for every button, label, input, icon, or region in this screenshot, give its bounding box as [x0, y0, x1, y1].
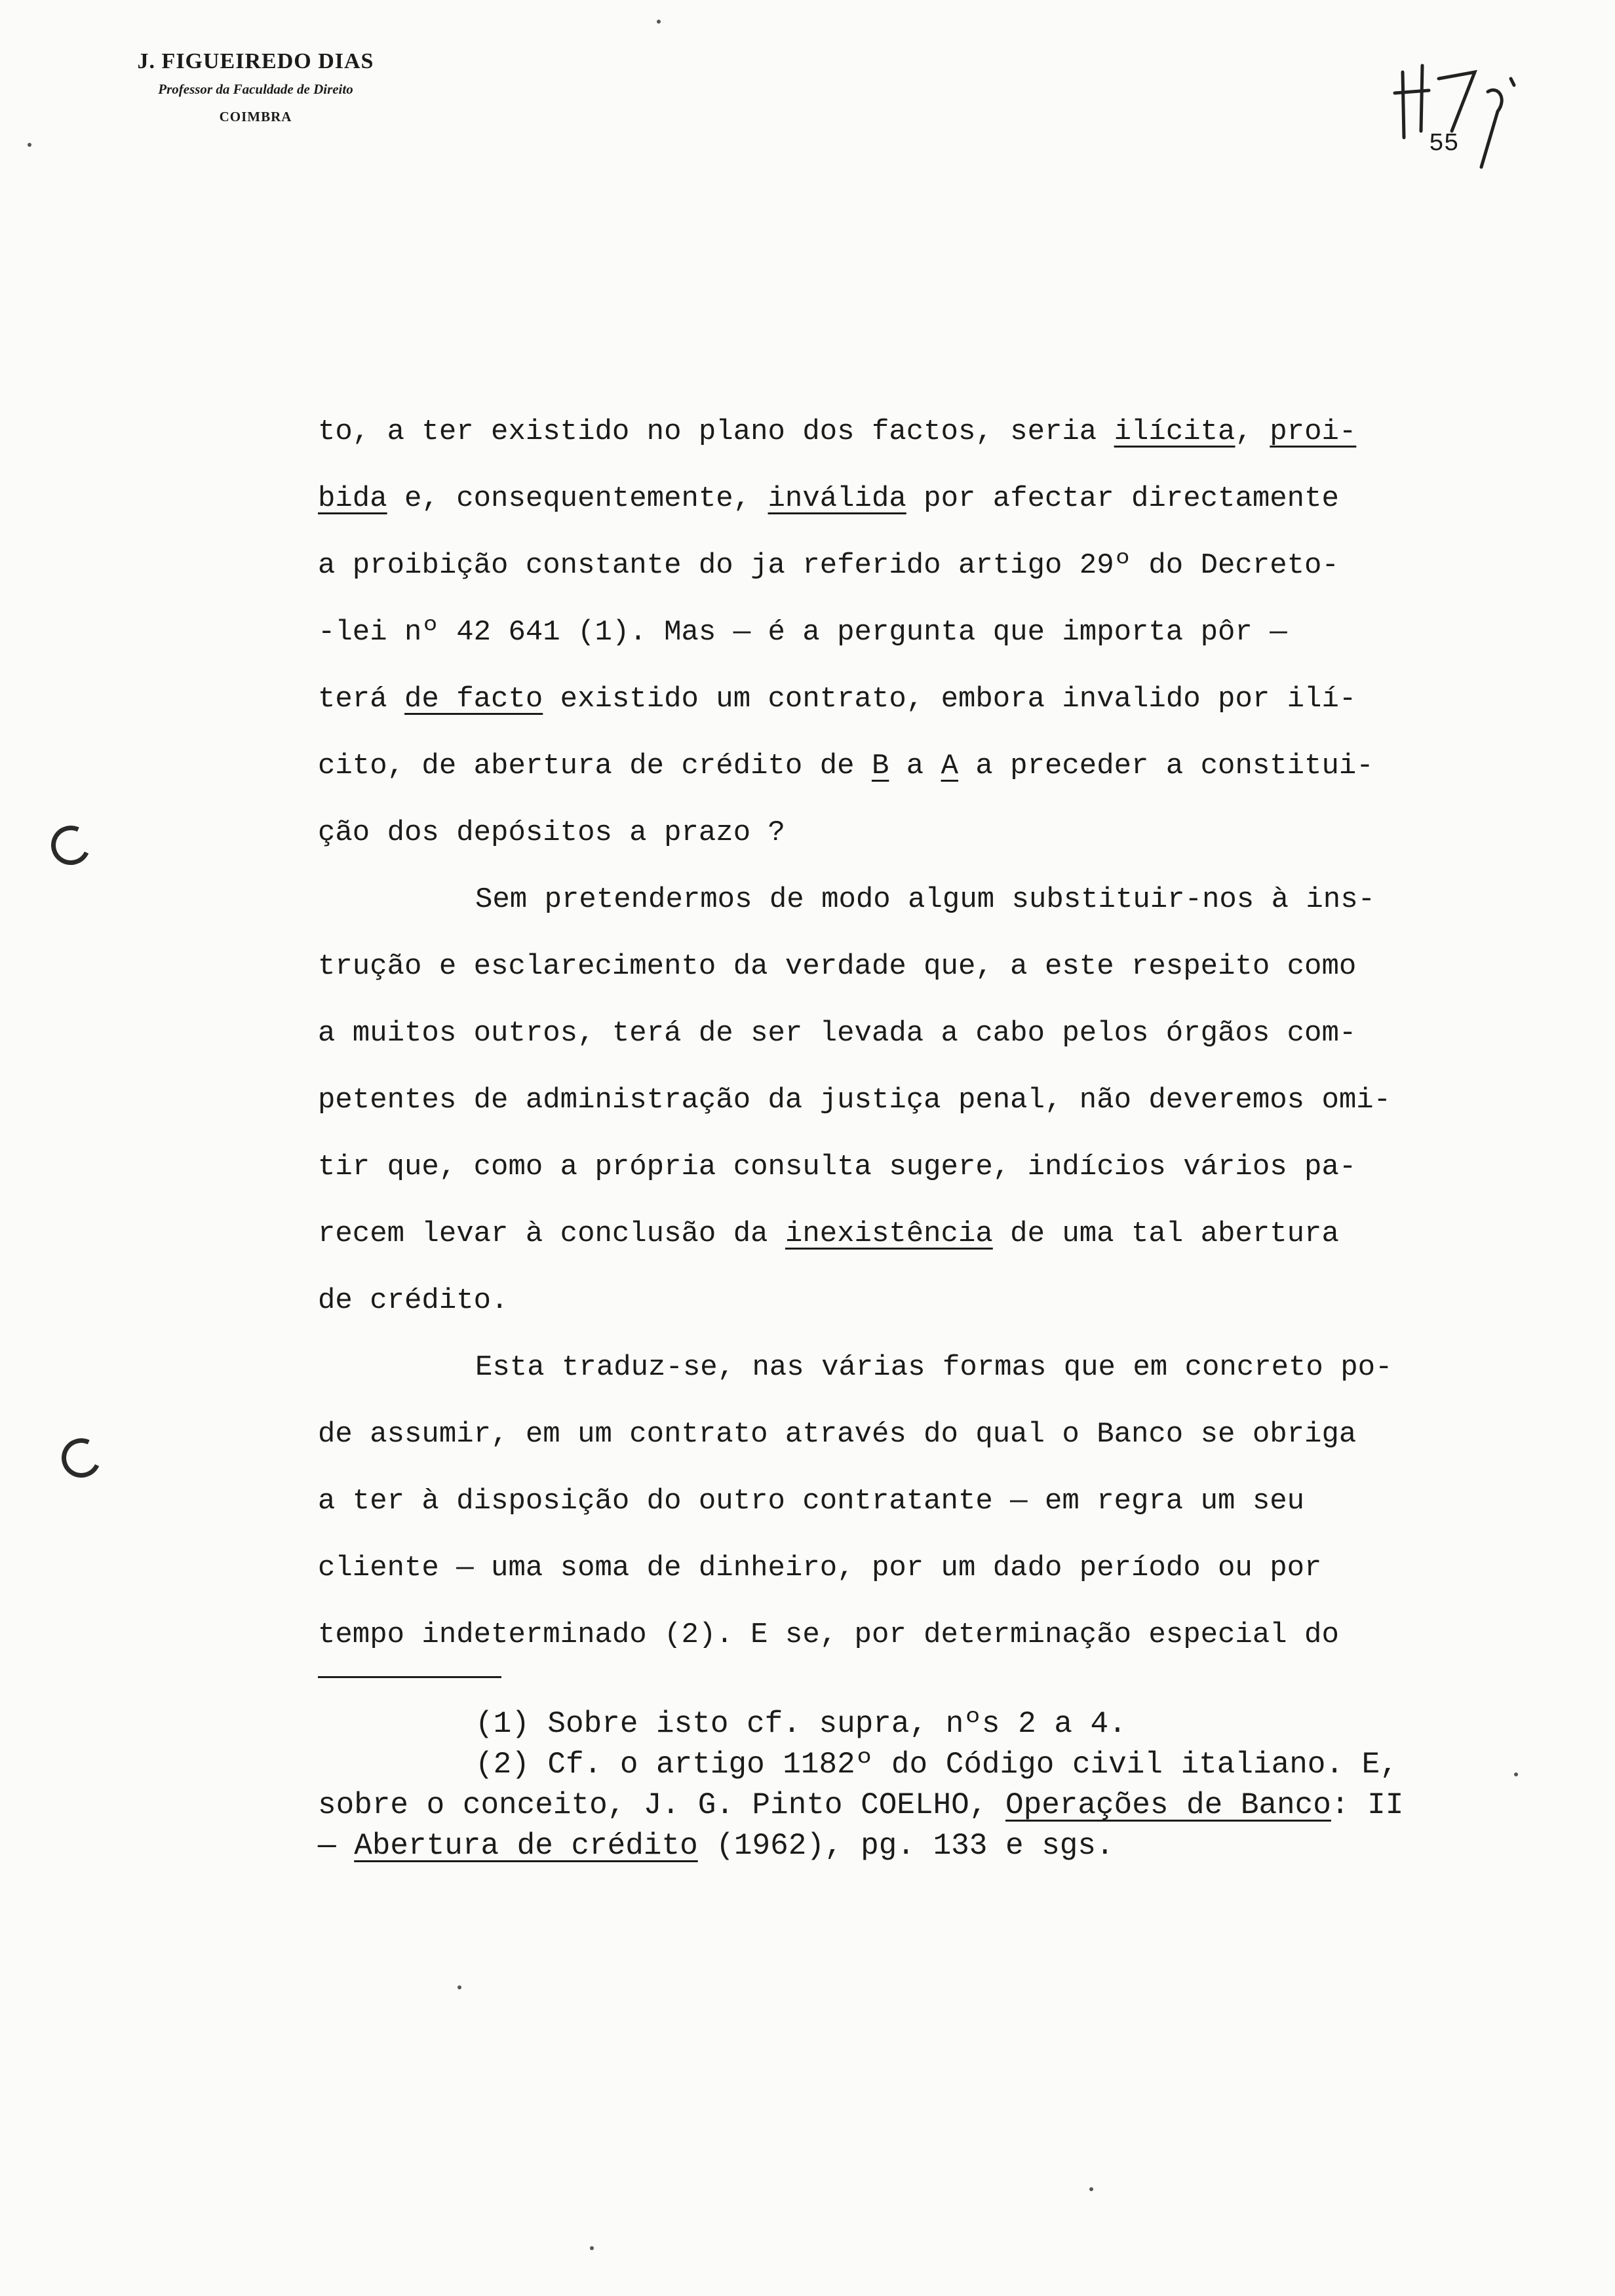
footnotes: [318, 1704, 1504, 1866]
footnote-line: [318, 1826, 1504, 1866]
underlined-text: inválida: [768, 482, 906, 515]
text-run: terá: [318, 683, 405, 716]
body-line: [318, 1401, 1504, 1468]
page-number: 55: [1429, 130, 1459, 158]
text-run: —: [318, 1829, 355, 1863]
text-run: recem levar à conclusão da: [318, 1217, 785, 1250]
text-run: -lei nº 42 641 (1). Mas — é a pergunta que importa pôr —: [318, 616, 1287, 649]
speck: [457, 1985, 461, 1989]
author-name: J. FIGUEIREDO DIAS: [137, 49, 374, 73]
text-run: Sem pretendermos de modo algum substituir-nos à ins-: [475, 883, 1376, 916]
body-line: [318, 1267, 1504, 1334]
punch-hole-mark: [56, 1433, 107, 1483]
underlined-text: Operações de Banco: [1005, 1788, 1331, 1822]
text-run: existido um contrato, embora invalido por ilí-: [543, 683, 1357, 716]
body-text: [318, 398, 1504, 1668]
body-line: [318, 1067, 1504, 1134]
speck: [657, 20, 661, 24]
text-run: tir que, como a própria consulta sugere, indícios vários pa-: [318, 1151, 1357, 1183]
footnote-line: [318, 1785, 1504, 1826]
underlined-text: B: [871, 750, 889, 782]
body-line: [318, 465, 1504, 532]
speck: [28, 143, 31, 147]
body-line: [318, 599, 1504, 666]
text-run: tempo indeterminado (2). E se, por determinação especial do: [318, 1618, 1339, 1651]
text-run: petentes de administração da justiça penal, não deveremos omi-: [318, 1084, 1391, 1117]
letterhead: [79, 47, 433, 131]
text-run: de assumir, em um contrato através do qual o Banco se obriga: [318, 1418, 1357, 1451]
text-run: a muitos outros, terá de ser levada a cabo pelos órgãos com-: [318, 1017, 1357, 1050]
handwritten-folio-mark: [1383, 52, 1527, 177]
body-line: [318, 933, 1504, 1000]
text-run: cliente — uma soma de dinheiro, por um dado período ou por: [318, 1552, 1322, 1584]
body-line: [318, 1000, 1504, 1067]
text-run: a: [889, 750, 941, 782]
footnote-line: [318, 1744, 1504, 1785]
speck: [1089, 2187, 1093, 2191]
text-run: ,: [1235, 415, 1270, 448]
text-run: cito, de abertura de crédito de: [318, 750, 872, 782]
underlined-text: de facto: [404, 683, 543, 716]
body-line: [318, 1334, 1504, 1401]
underlined-text: Abertura de crédito: [354, 1829, 698, 1863]
text-run: (1) Sobre isto cf. supra, nºs 2 a 4.: [475, 1707, 1127, 1741]
text-run: to, a ter existido no plano dos factos, seria: [318, 415, 1114, 448]
body-line: [318, 866, 1504, 933]
author-role: Professor da Faculdade de Direito: [158, 81, 353, 97]
body-line: [318, 733, 1504, 799]
underlined-text: inexistência: [785, 1217, 993, 1250]
speck: [590, 2246, 594, 2250]
text-run: de crédito.: [318, 1284, 509, 1317]
text-run: a preceder a constitui-: [958, 750, 1374, 782]
text-run: ção dos depósitos a prazo ?: [318, 816, 785, 849]
underlined-text: A: [941, 750, 958, 782]
underlined-text: bida: [318, 482, 387, 515]
body-line: [318, 1134, 1504, 1200]
text-run: (1962), pg. 133 e sgs.: [697, 1829, 1114, 1863]
text-run: de uma tal abertura: [992, 1217, 1339, 1250]
body-line: [318, 799, 1504, 866]
text-run: Esta traduz-se, nas várias formas que em concreto po-: [475, 1351, 1393, 1384]
text-run: por afectar directamente: [906, 482, 1339, 515]
footnote-line: [318, 1704, 1504, 1744]
author-city: COIMBRA: [219, 109, 292, 124]
body-line: [318, 1601, 1504, 1668]
body-line: [318, 666, 1504, 733]
text-run: (2) Cf. o artigo 1182º do Código civil italiano. E,: [475, 1748, 1398, 1782]
body-line: [318, 398, 1504, 465]
punch-hole-mark: [46, 820, 96, 871]
body-line: [318, 1468, 1504, 1535]
text-run: : II: [1331, 1788, 1404, 1822]
text-run: a ter à disposição do outro contratante — em regra um seu: [318, 1485, 1305, 1518]
text-run: a proibição constante do ja referido artigo 29º do Decreto-: [318, 549, 1339, 582]
text-run: e, consequentemente,: [387, 482, 768, 515]
text-run: trução e esclarecimento da verdade que, a este respeito como: [318, 950, 1357, 983]
body-line: [318, 532, 1504, 599]
body-line: [318, 1535, 1504, 1601]
body-line: [318, 1200, 1504, 1267]
footnote-rule: [318, 1676, 501, 1678]
speck: [1514, 1772, 1518, 1776]
text-run: sobre o conceito, J. G. Pinto COELHO,: [318, 1788, 1005, 1822]
underlined-text: ilícita: [1114, 415, 1236, 448]
underlined-text: proi-: [1270, 415, 1357, 448]
